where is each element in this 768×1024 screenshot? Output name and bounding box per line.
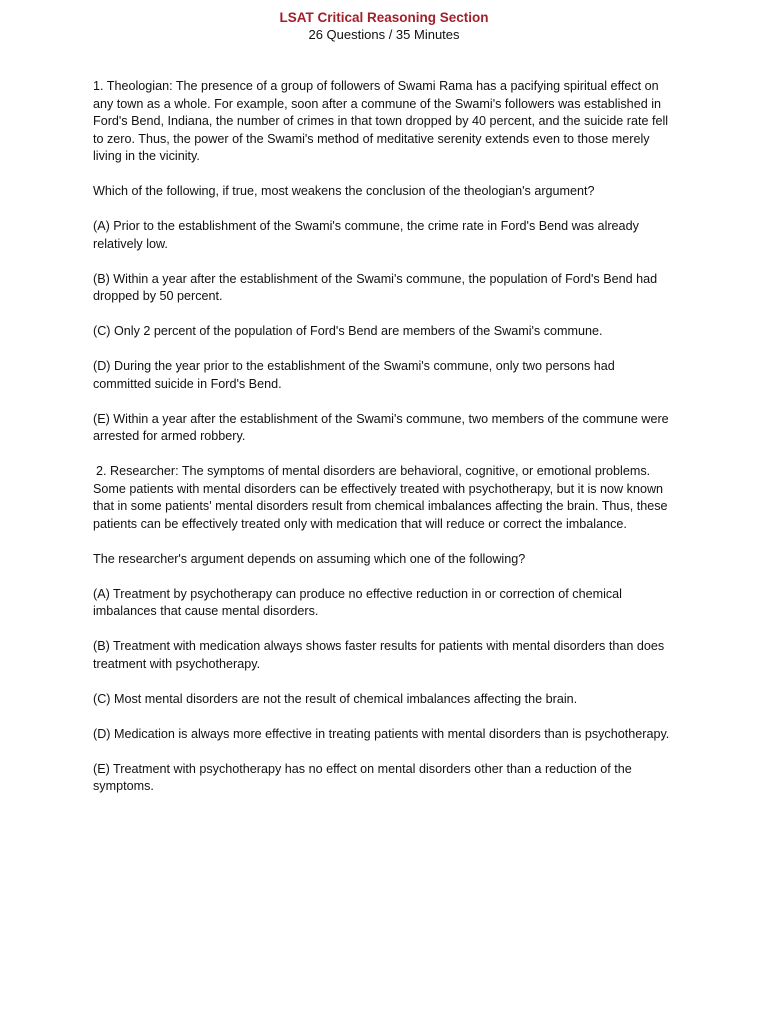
question-2-option-a: (A) Treatment by psychotherapy can produce no effective reduction in or correction of chemical imbalances that cause mental disorders. <box>93 586 622 618</box>
question-2-prompt: The researcher's argument depends on assuming which one of the following? <box>93 551 526 566</box>
question-2-option-c: (C) Most mental disorders are not the result of chemical imbalances affecting the brain. <box>93 691 578 706</box>
page-title: LSAT Critical Reasoning Section <box>279 10 489 25</box>
question-1-stem: 1. Theologian: The presence of a group of followers of Swami Rama has a pacifying spiritual effect on any town as a whole. For example, soon after a commune of the Swami's followers was established in Ford's Bend, Indiana, the number of crimes in that town dropped by 40 percent, and the suicide rate fell to zero. Thus, the power of the Swami's method of meditative serenity extends even to those merely living in the vicinity. <box>93 79 669 163</box>
question-1-option-d: (D) During the year prior to the establishment of the Swami's commune, only two persons had committed suicide in Ford's Bend. <box>93 359 615 391</box>
question-2-option-d: (D) Medication is always more effective in treating patients with mental disorders than is psychotherapy. <box>93 726 670 741</box>
question-2-option-b: (B) Treatment with medication always shows faster results for patients with mental disorders than does treatment with psychotherapy. <box>93 639 665 671</box>
page-subtitle: 26 Questions / 35 Minutes <box>308 27 460 42</box>
question-1-option-c: (C) Only 2 percent of the population of Ford's Bend are members of the Swami's commune. <box>93 324 603 338</box>
page-header <box>0 9 768 43</box>
question-2-stem: 2. Researcher: The symptoms of mental disorders are behavioral, cognitive, or emotional problems. Some patients with mental disorders can be effectively treated with psychotherapy, but it is now known that in some patients' mental disorders result from chemical imbalances affecting the brain. Thus, these patients can be effectively treated only with medication that will reduce or correct the imbalance. <box>93 464 668 531</box>
question-1-option-e: (E) Within a year after the establishment of the Swami's commune, two members of the commune were arrested for armed robbery. <box>93 411 669 443</box>
question-1-option-a: (A) Prior to the establishment of the Swami's commune, the crime rate in Ford's Bend was already relatively low. <box>93 219 639 251</box>
question-2-option-e: (E) Treatment with psychotherapy has no effect on mental disorders other than a reduction of the symptoms. <box>93 761 632 793</box>
document-body <box>93 78 673 813</box>
question-1-option-b: (B) Within a year after the establishment of the Swami's commune, the population of Ford's Bend had dropped by 50 percent. <box>93 271 658 303</box>
question-1-prompt: Which of the following, if true, most weakens the conclusion of the theologian's argument? <box>93 184 595 198</box>
